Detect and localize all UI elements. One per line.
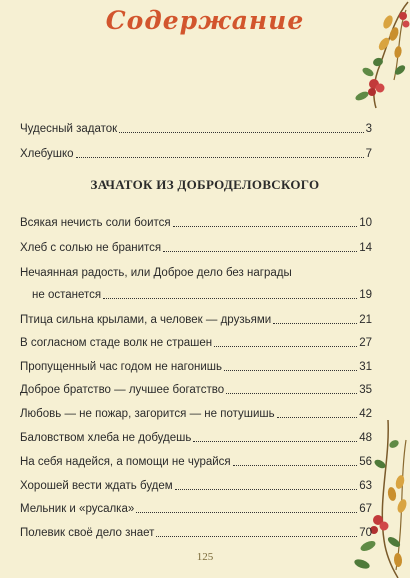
entry-title: не останется [32, 289, 102, 301]
toc-entry[interactable] [20, 147, 372, 161]
entry-page: 7 [365, 148, 372, 160]
dot-leader [175, 479, 358, 490]
entry-title: Пропущенный час годом не нагонишь [20, 361, 222, 373]
entry-page: 56 [359, 456, 372, 468]
dot-leader [136, 502, 357, 513]
toc-entry[interactable] [20, 122, 372, 136]
entry-title: В согласном стаде волк не страшен [20, 337, 213, 349]
entry-title: Хлеб с солью не бранится [20, 242, 162, 254]
toc-entry[interactable] [32, 288, 372, 302]
entry-title: Баловством хлеба не добудешь [20, 432, 192, 444]
toc-entry[interactable] [20, 455, 372, 469]
entry-page: 10 [359, 217, 372, 229]
toc-entry[interactable] [20, 313, 372, 327]
dot-leader [119, 122, 363, 133]
entry-page: 3 [365, 123, 372, 135]
entry-title: Всякая нечисть соли боится [20, 217, 171, 229]
entry-page: 14 [359, 242, 372, 254]
toc-entry[interactable] [20, 526, 372, 540]
toc-entry[interactable] [20, 479, 372, 493]
entry-page: 42 [359, 408, 372, 420]
dot-leader [173, 216, 358, 227]
entry-title: Доброе братство — лучшее богатство [20, 384, 225, 396]
entry-title-line1[interactable]: Нечаянная радость, или Доброе дело без награды [20, 267, 292, 279]
entry-page: 27 [359, 337, 372, 349]
page-title: Содержание [105, 6, 305, 35]
section-title: ЗАЧАТОК ИЗ ДОБРОДЕЛОВСКОГО [90, 177, 320, 192]
toc-entry[interactable] [20, 360, 372, 374]
toc-entry[interactable] [20, 216, 372, 230]
entry-page: 67 [359, 503, 372, 515]
dot-leader [76, 147, 364, 158]
entry-page: 48 [359, 432, 372, 444]
entry-page: 70 [359, 527, 372, 539]
dot-leader [214, 336, 357, 347]
dot-leader [193, 431, 357, 442]
entry-title: На себя надейся, а помощи не чурайся [20, 456, 231, 468]
entry-page: 31 [359, 361, 372, 373]
dot-leader [224, 360, 357, 371]
entry-page: 63 [359, 480, 372, 492]
dot-leader [233, 455, 358, 466]
entry-title: Птица сильна крылами, а человек — друзьями [20, 314, 272, 326]
entry-page: 21 [359, 314, 372, 326]
entry-page: 19 [359, 289, 372, 301]
toc-entry[interactable] [20, 407, 372, 421]
dot-leader [277, 407, 358, 418]
entry-title: Полевик своё дело знает [20, 527, 155, 539]
entry-title: Хорошей вести ждать будем [20, 480, 173, 492]
dot-leader [273, 313, 357, 324]
entry-title: Любовь — не пожар, загорится — не потушишь [20, 408, 275, 420]
toc-entry[interactable] [20, 241, 372, 255]
page-number: 125 [196, 551, 214, 563]
toc-entry[interactable] [20, 336, 372, 350]
dot-leader [163, 241, 357, 252]
toc-entry[interactable] [20, 431, 372, 445]
entry-title: Мельник и «русалка» [20, 503, 135, 515]
toc-entry[interactable] [20, 383, 372, 397]
entry-page: 35 [359, 384, 372, 396]
entry-title: Хлебушко [20, 148, 74, 160]
dot-leader [226, 383, 357, 394]
dot-leader [156, 526, 357, 537]
toc-entry[interactable] [20, 502, 372, 516]
entry-title: Чудесный задаток [20, 123, 118, 135]
dot-leader [103, 288, 357, 299]
